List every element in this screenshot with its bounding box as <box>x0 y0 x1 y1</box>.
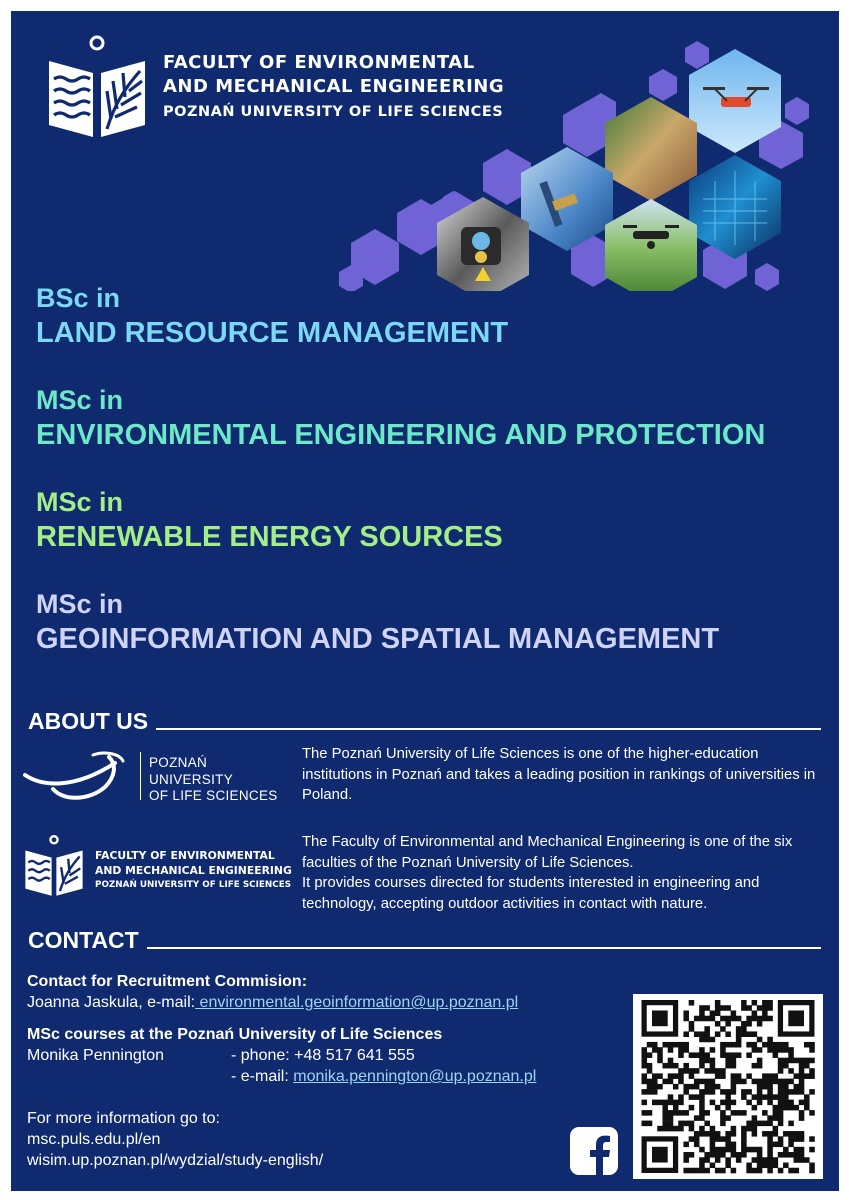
programme-degree: MSc in <box>36 589 124 619</box>
programme-name: ENVIRONMENTAL ENGINEERING AND PROTECTION <box>36 419 766 451</box>
msc-phone: - phone: +48 517 641 555 <box>231 1047 415 1064</box>
programme-degree: MSc in <box>36 487 124 517</box>
section-divider <box>147 947 821 949</box>
msc-person: Monika Pennington <box>27 1047 164 1064</box>
recruitment-email-link[interactable]: environmental.geoinformation@up.poznan.pl <box>195 994 519 1011</box>
faculty-name-small-line3: POZNAŃ UNIVERSITY OF LIFE SCIENCES <box>95 880 292 890</box>
faculty-name-line2: AND MECHANICAL ENGINEERING <box>163 76 505 97</box>
university-logo-line3: OF LIFE SCIENCES <box>149 788 278 803</box>
msc-email-link[interactable]: monika.pennington@up.poznan.pl <box>293 1068 537 1085</box>
hexagon-collage <box>311 31 839 291</box>
programme-name: LAND RESOURCE MANAGEMENT <box>36 317 509 349</box>
university-logo <box>23 749 283 807</box>
msc-courses-heading: MSc courses at the Poznań University of Life Sciences <box>27 1026 443 1043</box>
programme-degree: BSc in <box>36 283 121 313</box>
recruitment-heading: Contact for Recruitment Commision: <box>27 973 308 990</box>
about-us-heading <box>28 704 821 734</box>
msc-contact-row-email <box>27 1066 537 1087</box>
about-faculty-paragraph <box>302 832 832 914</box>
contact-title: CONTACT <box>28 927 139 953</box>
faculty-name-small-line1: FACULTY OF ENVIRONMENTAL <box>95 849 275 862</box>
more-info-label: For more information go to: <box>27 1110 220 1127</box>
programme-msc-renewable-energy <box>36 485 503 555</box>
poster <box>11 11 839 1191</box>
more-information <box>27 1108 323 1171</box>
university-swoosh-icon <box>23 749 133 807</box>
programme-degree: MSc in <box>36 385 124 415</box>
section-divider <box>156 728 821 730</box>
faculty-name-line3: POZNAŃ UNIVERSITY OF LIFE SCIENCES <box>163 104 504 120</box>
contact-heading <box>28 923 821 953</box>
faculty-name-small-line2: AND MECHANICAL ENGINEERING <box>95 864 292 877</box>
about-faculty-line1: The Faculty of Environmental and Mechanical Engineering is one of the six faculties of the Poznań University of Life Sciences. <box>302 834 793 871</box>
facebook-icon[interactable] <box>570 1127 618 1175</box>
programme-name: RENEWABLE ENERGY SOURCES <box>36 521 503 553</box>
programme-msc-geoinformation <box>36 587 719 657</box>
qr-code-icon[interactable] <box>633 994 823 1179</box>
faculty-name-line1: FACULTY OF ENVIRONMENTAL <box>163 52 475 73</box>
faculty-name-small <box>95 848 292 893</box>
msc-contact-row-phone <box>27 1045 518 1066</box>
url-link-2[interactable]: wisim.up.poznan.pl/wydzial/study-english/ <box>27 1152 324 1169</box>
university-logo-line1: POZNAŃ <box>149 755 208 770</box>
recruitment-person: Joanna Jaskula, e-mail: <box>27 994 196 1011</box>
url-link-1[interactable]: msc.puls.edu.pl/en <box>27 1131 161 1148</box>
msc-email-label: - e-mail: <box>231 1068 294 1085</box>
faculty-logo-icon <box>45 33 149 141</box>
programme-bsc-land-resource <box>36 281 508 351</box>
faculty-logo-small-icon <box>23 833 85 899</box>
about-university-paragraph: The Poznań University of Life Sciences is one of the higher-education institutions in Poznań and takes a leading position in rankings of universities in Poland. <box>302 746 816 803</box>
university-logo-text <box>149 755 278 805</box>
university-logo-divider <box>140 752 141 800</box>
programme-msc-environmental-engineering <box>36 383 765 453</box>
recruitment-contact-line <box>27 992 518 1013</box>
about-us-title: ABOUT US <box>28 708 149 734</box>
programme-name: GEOINFORMATION AND SPATIAL MANAGEMENT <box>36 623 720 655</box>
university-logo-line2: UNIVERSITY <box>149 771 234 787</box>
about-faculty-line2: It provides courses directed for students interested in engineering and technology, accepting outdoor activities in contact with nature. <box>302 875 760 912</box>
contact-details <box>27 971 537 1087</box>
